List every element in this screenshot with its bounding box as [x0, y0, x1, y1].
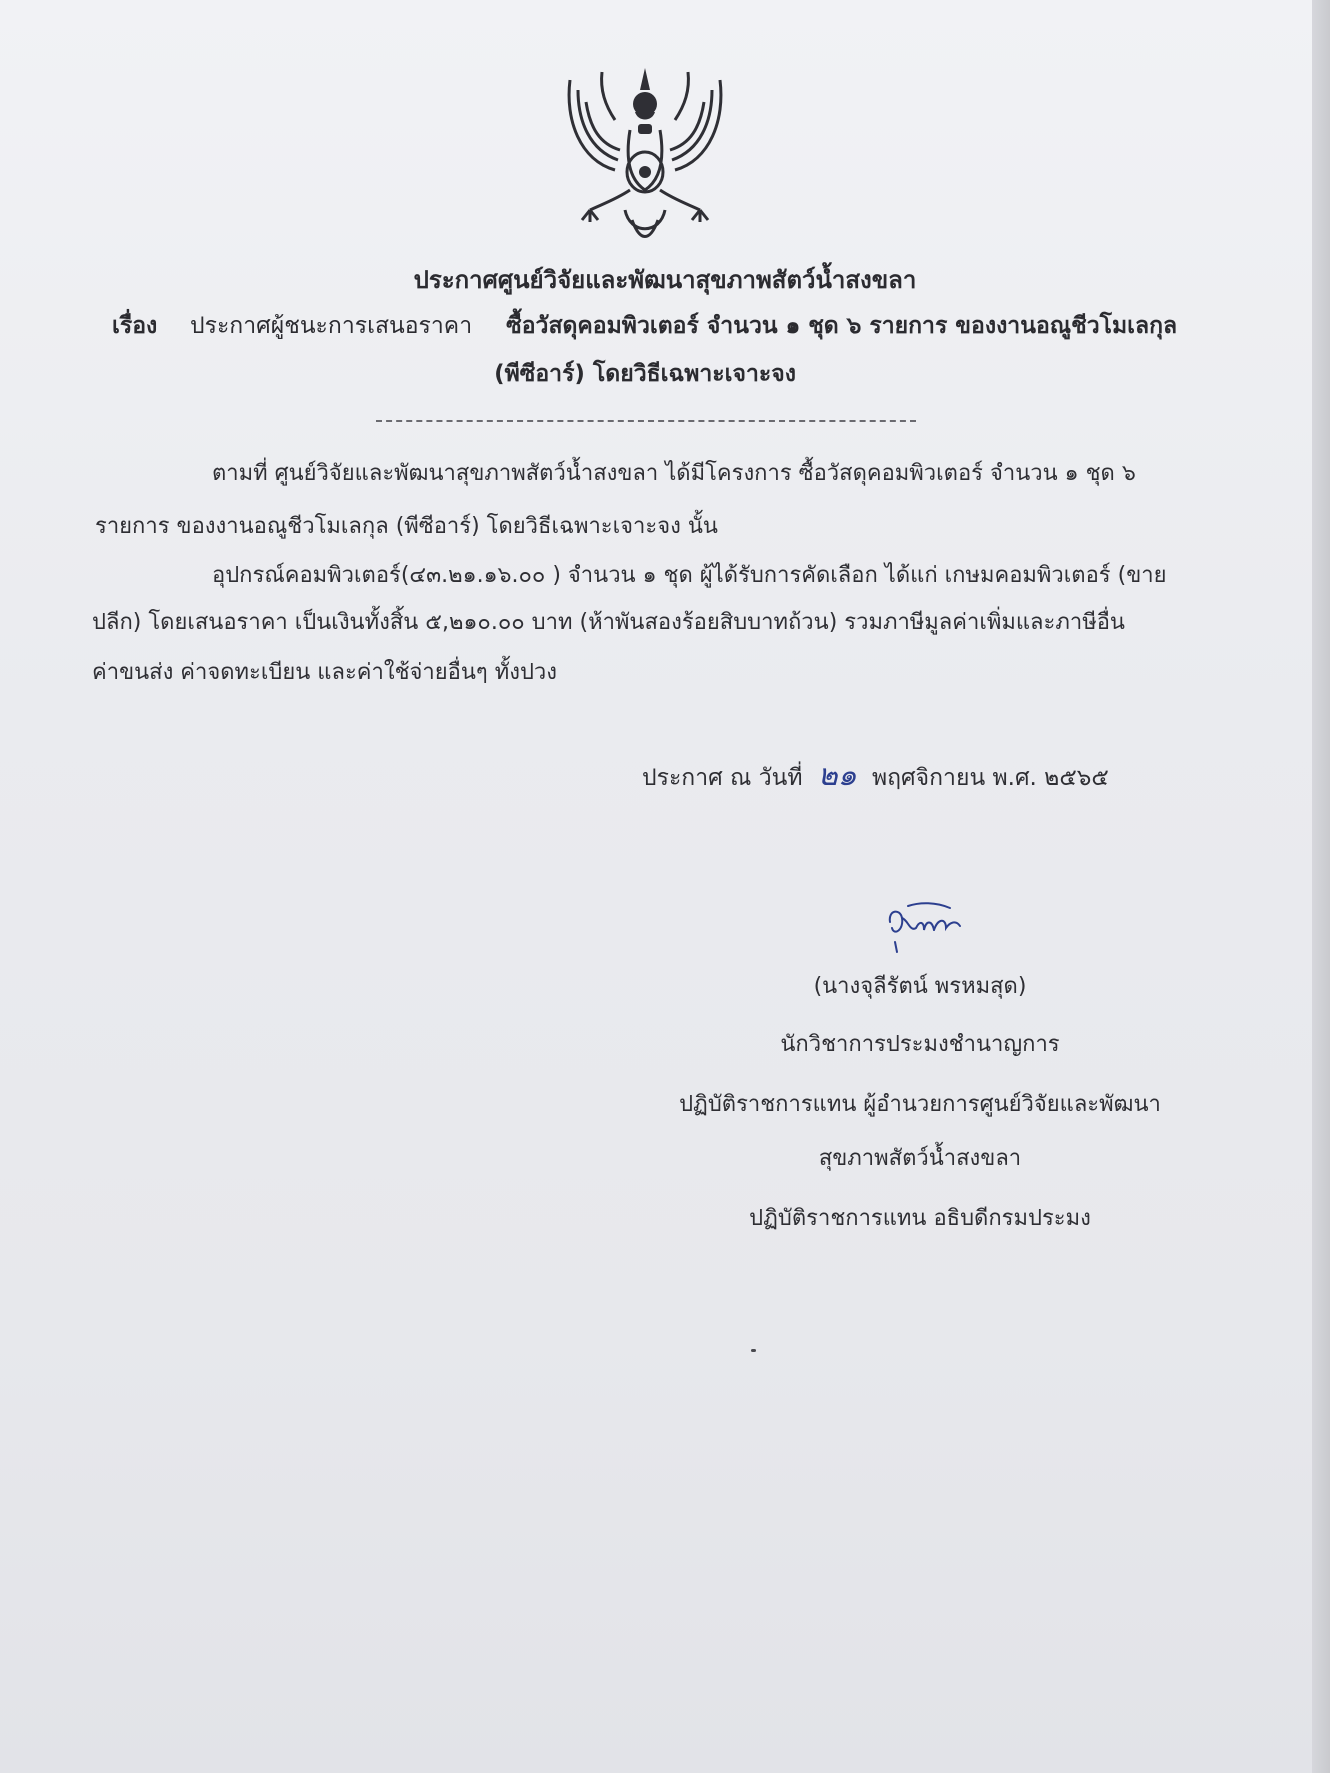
paragraph2-line1: อุปกรณ์คอมพิวเตอร์(๔๓.๒๑.๑๖.๐๐ ) จำนวน ๑ ชุด ผู้ได้รับการคัดเลือก ได้แก่ เกษมคอมพิวเตอร์ (ขาย — [212, 563, 1167, 588]
date-suffix: พฤศจิกายน พ.ศ. ๒๕๖๕ — [871, 765, 1109, 791]
date-day-handwritten: ๒๑ — [817, 758, 857, 793]
signer-acting-director: ปฏิบัติราชการแทน ผู้อำนวยการศูนย์วิจัยและพัฒนา — [679, 1092, 1161, 1117]
announcement-title: ประกาศศูนย์วิจัยและพัฒนาสุขภาพสัตว์น้ำสงขลา — [413, 266, 917, 294]
paragraph1-line1: ตามที่ ศูนย์วิจัยและพัฒนาสุขภาพสัตว์น้ำสงขลา ได้มีโครงการ ซื้อวัสดุคอมพิวเตอร์ จำนวน ๑ ชุด ๖ — [212, 461, 1136, 486]
paper-speck — [751, 1349, 756, 1352]
garuda-emblem-icon — [560, 60, 730, 250]
handwritten-signature-icon — [880, 900, 970, 960]
signer-position: นักวิชาการประมงชำนาญการ — [780, 1032, 1060, 1057]
signer-name: (นางจุลีรัตน์ พรหมสุด) — [813, 974, 1027, 999]
subject-item: ซื้อวัสดุคอมพิวเตอร์ จำนวน ๑ ชุด ๖ รายการ ของงานอณูชีวโมเลกุล — [506, 313, 1178, 339]
paragraph1-line2: รายการ ของงานอณูชีวโมเลกุล (พีซีอาร์) โดยวิธีเฉพาะเจาะจง นั้น — [95, 514, 718, 539]
subject-line — [112, 308, 1202, 344]
subject-text: ประกาศผู้ชนะการเสนอราคา — [190, 313, 473, 339]
paragraph2-line2: ปลีก) โดยเสนอราคา เป็นเงินทั้งสิ้น ๕,๒๑๐.๐๐ บาท (ห้าพันสองร้อยสิบบาทถ้วน) รวมภาษีมูลค่าเพิ่มและภาษีอื่น — [92, 610, 1125, 635]
paragraph2-line3: ค่าขนส่ง ค่าจดทะเบียน และค่าใช้จ่ายอื่นๆ ทั้งปวง — [92, 660, 558, 685]
divider-line — [376, 420, 916, 422]
subject-label: เรื่อง — [112, 313, 158, 339]
subject-continuation: (พีซีอาร์) โดยวิธีเฉพาะเจาะจง — [494, 361, 796, 387]
date-prefix: ประกาศ ณ วันที่ — [642, 765, 803, 791]
announcement-date — [642, 752, 1109, 799]
signer-acting-director-general: ปฏิบัติราชการแทน อธิบดีกรมประมง — [749, 1206, 1091, 1231]
signer-acting-director-cont: สุขภาพสัตว์น้ำสงขลา — [818, 1146, 1022, 1171]
